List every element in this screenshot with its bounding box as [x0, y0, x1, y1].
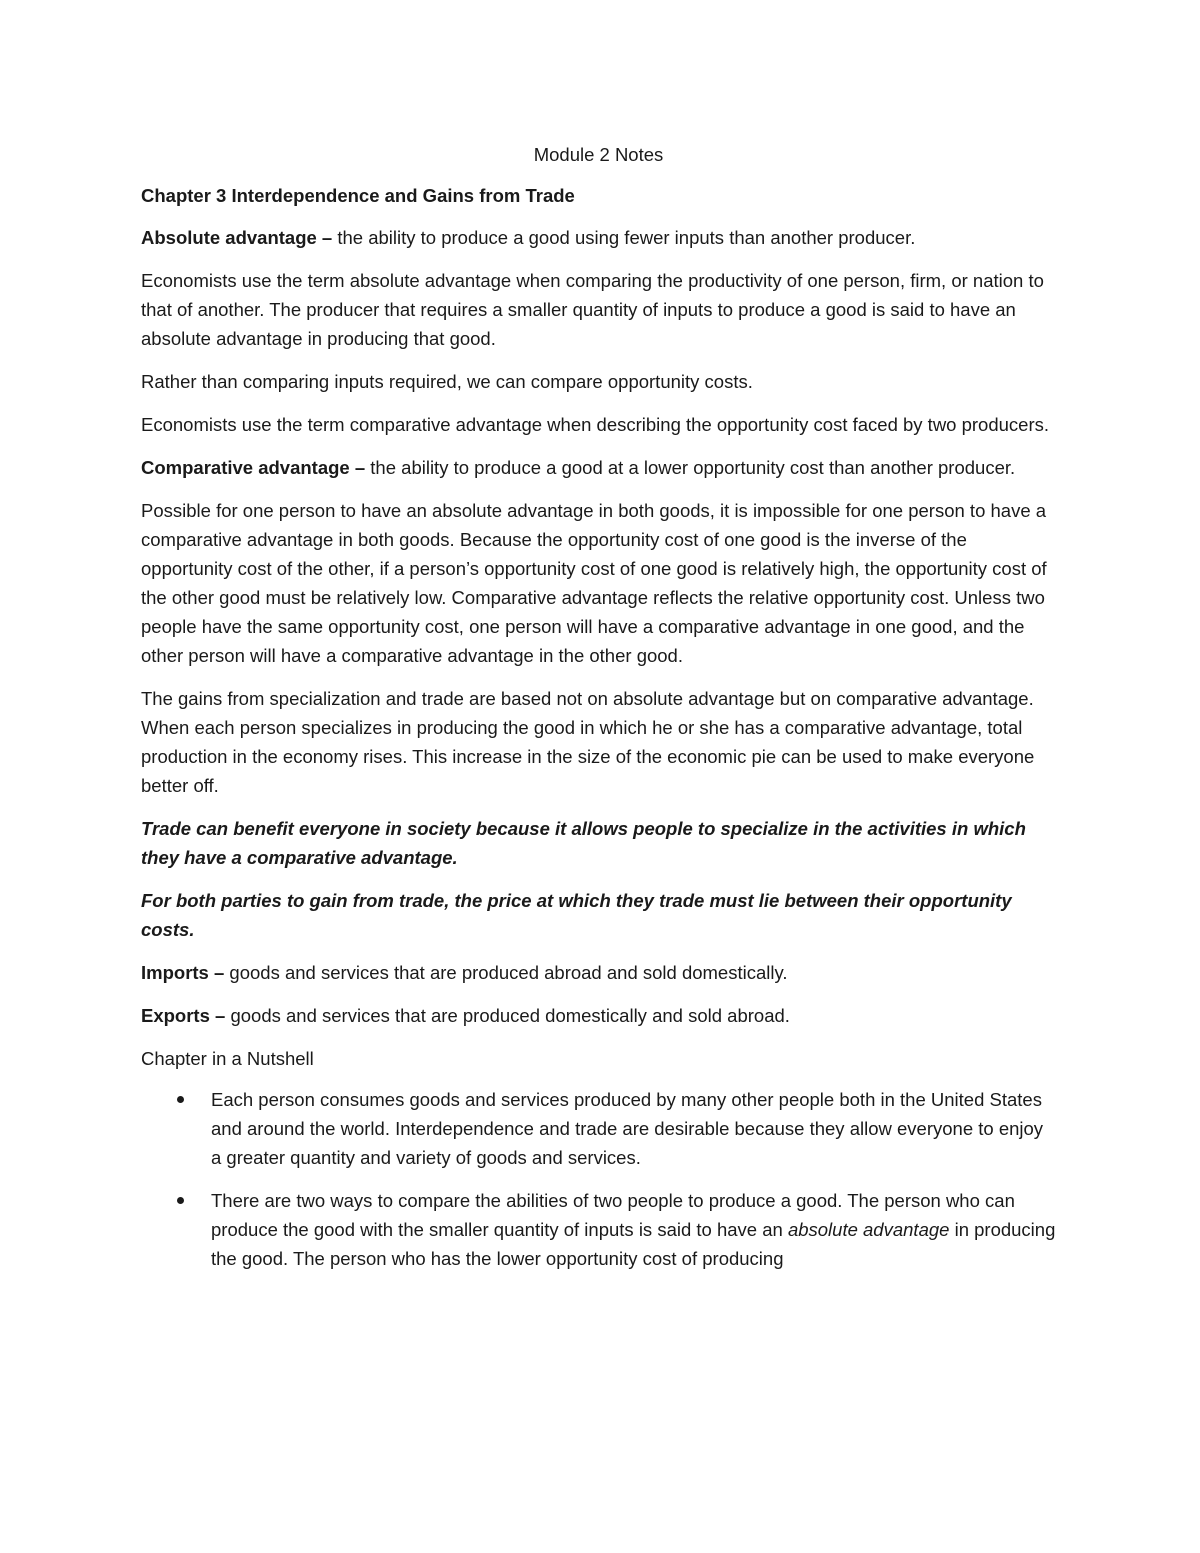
- bullet-text-after: in producing the good. The person who has the lower opportunity cost of producing: [211, 1219, 1056, 1269]
- nutshell-heading: Chapter in a Nutshell: [141, 1048, 314, 1069]
- paragraph-comparative-term: Economists use the term comparative advantage when describing the opportunity cost faced by two producers.: [141, 414, 1050, 435]
- bullet-text-before: There are two ways to compare the abilities of two people to produce a good. The person who can produce the good with the smaller quantity of inputs is said to have an: [211, 1190, 1015, 1240]
- bullet-italic-term: absolute advantage: [787, 1219, 950, 1240]
- exports-term: Exports –: [141, 1005, 226, 1026]
- paragraph-opportunity-costs: Rather than comparing inputs required, we can compare opportunity costs.: [141, 371, 753, 392]
- nutshell-list: [141, 1085, 1056, 1273]
- comparative-advantage-term: Comparative advantage –: [141, 457, 366, 478]
- comparative-advantage-text: the ability to produce a good at a lower opportunity cost than another producer.: [365, 457, 1016, 478]
- bullet-icon: [177, 1197, 184, 1204]
- list-item: [141, 1186, 1056, 1273]
- absolute-advantage-definition: [141, 223, 1056, 252]
- absolute-advantage-term: Absolute advantage –: [141, 227, 333, 248]
- document-title: Module 2 Notes: [533, 144, 664, 165]
- paragraph-gains-from-trade: The gains from specialization and trade are based not on absolute advantage but on comparative advantage. When each person specializes in producing the good in which he or she has a comparative advantage, total production in the economy rises. This increase in the size of the economic pie can be used to make everyone better off.: [141, 688, 1035, 796]
- emphasis-trade-price: For both parties to gain from trade, the price at which they trade must lie between their opportunity costs.: [141, 890, 1012, 940]
- document-page: [141, 140, 1056, 1287]
- exports-definition: [141, 1001, 1056, 1030]
- bullet-text: Each person consumes goods and services produced by many other people both in the United States and around the world. Interdependence and trade are desirable because they allow everyone to enjoy a greater quantity and variety of goods and services.: [211, 1089, 1044, 1168]
- imports-text: goods and services that are produced abroad and sold domestically.: [224, 962, 788, 983]
- chapter-heading: Chapter 3 Interdependence and Gains from Trade: [141, 185, 575, 206]
- imports-definition: [141, 958, 1056, 987]
- bullet-icon: [177, 1096, 184, 1103]
- paragraph-comparative-explanation: Possible for one person to have an absolute advantage in both goods, it is impossible for one person to have a comparative advantage in both goods. Because the opportunity cost of one good is the inverse of the opportunity cost of the other, if a person’s opportunity cost of one good is relatively high, the opportunity cost of the other good must be relatively low. Comparative advantage reflects the relative opportunity cost. Unless two people have the same opportunity cost, one person will have a comparative advantage in one good, and the other person will have a comparative advantage in the other good.: [141, 500, 1047, 666]
- list-item: [141, 1085, 1056, 1172]
- comparative-advantage-definition: [141, 453, 1056, 482]
- absolute-advantage-text: the ability to produce a good using fewer inputs than another producer.: [332, 227, 916, 248]
- imports-term: Imports –: [141, 962, 225, 983]
- paragraph-absolute-advantage: Economists use the term absolute advantage when comparing the productivity of one person, firm, or nation to that of another. The producer that requires a smaller quantity of inputs to produce a good is said to have an absolute advantage in producing that good.: [141, 270, 1044, 349]
- emphasis-trade-benefit: Trade can benefit everyone in society because it allows people to specialize in the activities in which they have a comparative advantage.: [141, 818, 1026, 868]
- exports-text: goods and services that are produced domestically and sold abroad.: [225, 1005, 790, 1026]
